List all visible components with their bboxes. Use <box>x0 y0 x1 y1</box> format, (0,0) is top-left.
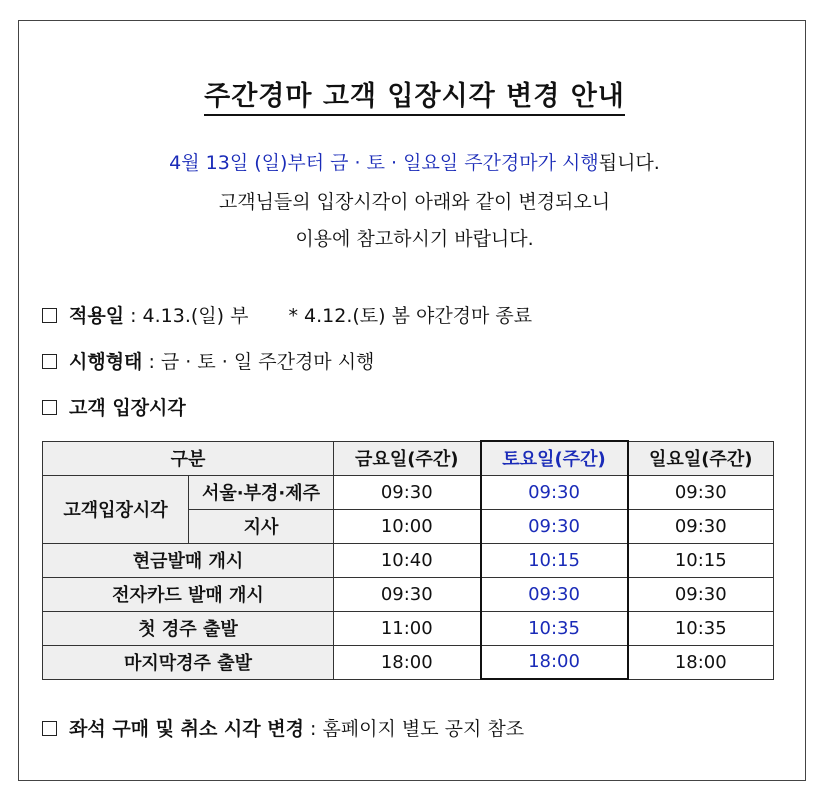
header-friday: 금요일(주간) <box>334 441 481 475</box>
checkbox-icon <box>42 308 57 323</box>
header-sunday: 일요일(주간) <box>628 441 774 475</box>
entry-time-label: 고객 입장시각 <box>69 397 186 419</box>
cell-saturday: 10:15 <box>481 543 628 577</box>
checkbox-icon <box>42 400 57 415</box>
notice-title: 주간경마 고객 입장시각 변경 안내 <box>0 74 829 113</box>
row-sub-label: 지사 <box>189 509 334 543</box>
form-item <box>42 347 374 374</box>
cell-saturday: 09:30 <box>481 577 628 611</box>
schedule-table <box>42 440 774 680</box>
apply-date-value: : 4.13.(일) 부 <box>124 305 249 327</box>
intro-line-2: 고객님들의 입장시각이 아래와 같이 변경되오니 <box>218 191 611 213</box>
seat-label: 좌석 구매 및 취소 시각 변경 <box>69 718 304 740</box>
cell-sunday: 18:00 <box>628 645 774 679</box>
intro-line-1 <box>0 148 829 175</box>
checkbox-icon <box>42 354 57 369</box>
row-label: 현금발매 개시 <box>43 543 334 577</box>
seat-value: : 홈페이지 별도 공지 참조 <box>303 718 525 740</box>
cell-saturday: 09:30 <box>481 475 628 509</box>
entry-time-item <box>42 393 186 420</box>
intro-tail: 됩니다. <box>598 152 660 174</box>
checkbox-icon <box>42 721 57 736</box>
table-row <box>43 645 774 679</box>
intro-line-3: 이용에 참고하시기 바랍니다. <box>295 228 534 250</box>
intro-date: 4월 13일 (일)부터 <box>169 152 331 174</box>
row-sub-label: 서울·부경·제주 <box>189 475 334 509</box>
cell-saturday: 09:30 <box>481 509 628 543</box>
cell-friday: 09:30 <box>334 577 481 611</box>
table-header-row <box>43 441 774 475</box>
cell-saturday: 18:00 <box>481 645 628 679</box>
apply-date-note: * 4.12.(토) 봄 야간경마 종료 <box>288 305 533 327</box>
header-category: 구분 <box>43 441 334 475</box>
cell-sunday: 10:35 <box>628 611 774 645</box>
cell-sunday: 10:15 <box>628 543 774 577</box>
apply-date-label: 적용일 <box>69 305 125 327</box>
seat-item <box>42 714 524 741</box>
table-row <box>43 577 774 611</box>
form-value: : 금 · 토 · 일 주간경마 시행 <box>142 351 375 373</box>
row-label: 마지막경주 출발 <box>43 645 334 679</box>
table-row <box>43 543 774 577</box>
table-row <box>43 475 774 509</box>
row-group-label: 고객입장시각 <box>43 475 189 543</box>
cell-friday: 10:00 <box>334 509 481 543</box>
cell-friday: 09:30 <box>334 475 481 509</box>
apply-date-item <box>42 301 532 328</box>
row-label: 첫 경주 출발 <box>43 611 334 645</box>
cell-saturday: 10:35 <box>481 611 628 645</box>
cell-sunday: 09:30 <box>628 475 774 509</box>
cell-friday: 10:40 <box>334 543 481 577</box>
intro-schedule: 금 · 토 · 일요일 주간경마가 시행 <box>330 152 599 174</box>
cell-sunday: 09:30 <box>628 509 774 543</box>
cell-friday: 18:00 <box>334 645 481 679</box>
cell-sunday: 09:30 <box>628 577 774 611</box>
header-saturday: 토요일(주간) <box>481 441 628 475</box>
table-row <box>43 611 774 645</box>
row-label: 전자카드 발매 개시 <box>43 577 334 611</box>
form-label: 시행형태 <box>69 351 143 373</box>
cell-friday: 11:00 <box>334 611 481 645</box>
